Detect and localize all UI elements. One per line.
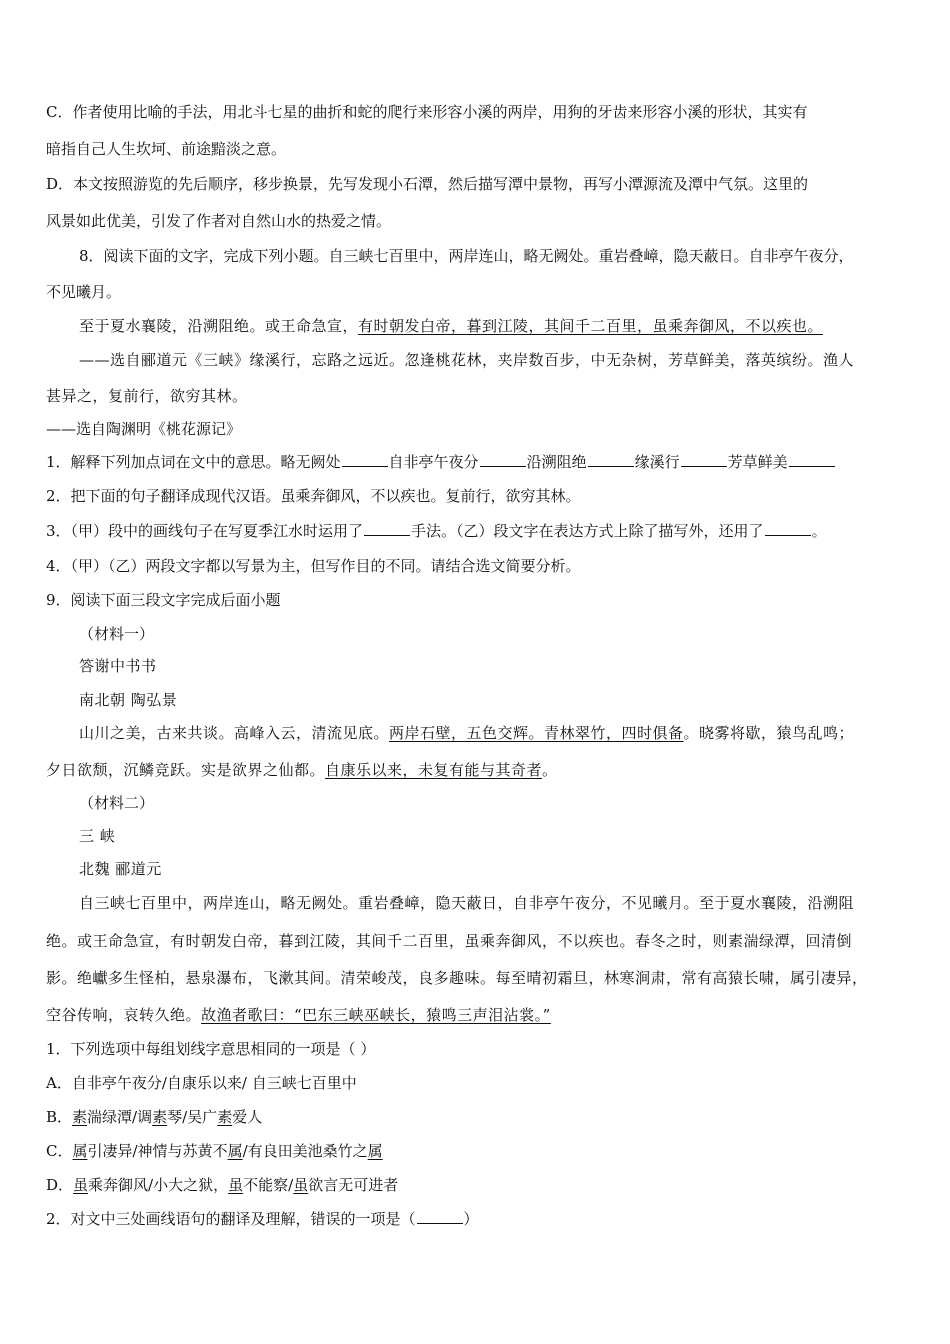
- test-question-2-end: ）: [463, 1210, 479, 1228]
- material-2-text: 空谷传响，哀转久绝。: [46, 1006, 202, 1024]
- material-2-title: 三 峡: [79, 827, 116, 845]
- underlined-char: 属: [72, 1142, 88, 1160]
- material-1-underlined-2: 自康乐以来，未复有能与其奇者: [325, 761, 543, 779]
- option-b-text: 琴/吴广: [167, 1108, 218, 1126]
- answer-blank[interactable]: [417, 1209, 463, 1224]
- test-question-2: [46, 1209, 479, 1229]
- option-d-line-2: 风景如此优美，引发了作者对自然山水的热爱之情。: [46, 212, 392, 230]
- option-d-line-1: D．本文按照游览的先后顺序，移步换景，先写发现小石潭，然后描写潭中景物，再写小潭源流及潭中气氛。这里的: [46, 175, 809, 193]
- answer-blank[interactable]: [364, 521, 410, 536]
- material-2-label: （材料二）: [79, 794, 155, 812]
- answer-blank[interactable]: [588, 452, 634, 467]
- underlined-char: 素: [217, 1108, 233, 1126]
- option-d-label: D．: [46, 1176, 74, 1194]
- option-d-text: 欲言无可进者: [308, 1176, 399, 1194]
- material-2-line-2: 绝。或王命急宣，有时朝发白帝，暮到江陵，其间千二百里，虽乘奔御风，不以疾也。春冬之时，则素湍绿潭，回清倒: [46, 932, 853, 950]
- option-c-label: C．: [46, 1142, 73, 1160]
- option-d-text: 不能察/: [243, 1176, 294, 1194]
- passage-yi-line-2: 甚异之，复前行，欲穷其林。: [46, 387, 248, 405]
- material-1-underlined: 两岸石壁，五色交辉。青林翠竹，四时俱备: [389, 724, 684, 742]
- underlined-char: 属: [367, 1142, 383, 1160]
- question-8-line-2: 不见曦月。: [46, 283, 122, 301]
- sub-question-3-text-b: 手法。（乙）段文字在表达方式上除了描写外，还用了: [411, 522, 764, 540]
- sub-question-3: [46, 521, 827, 541]
- answer-blank[interactable]: [681, 452, 727, 467]
- sub-question-3-text-a: 3．（甲）段中的画线句子在写夏季江水时运用了: [46, 522, 364, 540]
- option-b-text: 爱人: [232, 1108, 263, 1126]
- sub-question-1: [46, 452, 836, 472]
- option-a[interactable]: A．自非亭午夜分/自康乐以来/ 自三峡七百里中: [46, 1074, 357, 1092]
- underlined-char: 虽: [73, 1176, 89, 1194]
- material-1-text-post: 。晓雾将歇，猿鸟乱鸣；: [683, 724, 855, 742]
- material-1-end: 。: [542, 761, 558, 779]
- material-2-underlined: 故渔者歌曰：“巴东三峡巫峡长，猿鸣三声泪沾裳。”: [201, 1006, 551, 1024]
- sub-question-1-text-c: 沿溯阻绝: [526, 453, 587, 471]
- option-b-label: B．: [46, 1108, 73, 1126]
- option-c-text: /有良田美池桑竹之: [242, 1142, 368, 1160]
- sub-question-1-text-b: 自非亭午夜分: [388, 453, 479, 471]
- material-1-author: 南北朝 陶弘景: [79, 691, 178, 709]
- underlined-char: 虽: [228, 1176, 244, 1194]
- answer-blank[interactable]: [765, 521, 811, 536]
- option-c-line-1: C．作者使用比喻的手法，用北斗七星的曲折和蛇的爬行来形容小溪的两岸，用狗的牙齿来形容小溪的形状，其实有: [46, 103, 808, 121]
- sub-question-4: 4．（甲）（乙）两段文字都以写景为主，但写作目的不同。请结合选文简要分析。: [46, 557, 581, 575]
- passage-jia-underlined: 有时朝发白帝，暮到江陵，其间千二百里，虽乘奔御风，不以疾也。: [358, 317, 824, 335]
- option-c[interactable]: [46, 1141, 383, 1161]
- option-d[interactable]: [46, 1175, 398, 1195]
- sub-question-1-text-e: 芳草鲜美: [727, 453, 788, 471]
- underlined-char: 虽: [293, 1176, 309, 1194]
- material-1-label: （材料一）: [79, 625, 155, 643]
- material-2-line-3: 影。绝巘多生怪柏，悬泉瀑布，飞漱其间。清荣峻茂，良多趣味。每至晴初霜旦，林寒涧肃，常有高猿长啸，属引凄异，: [46, 969, 868, 987]
- material-2-author: 北魏 郦道元: [79, 860, 162, 878]
- passage-jia-text: 至于夏水襄陵，沿溯阻绝。或王命急宣，: [79, 317, 359, 335]
- passage-yi-line-1: ——选自郦道元《三峡》缘溪行，忘路之远近。忽逢桃花林，夹岸数百步，中无杂树，芳草鲜美，落英缤纷。渔人: [79, 351, 855, 369]
- test-question-1: 1．下列选项中每组划线字意思相同的一项是（ ）: [46, 1040, 376, 1058]
- sub-question-3-end: 。: [811, 522, 827, 540]
- material-1-line-1: [79, 723, 854, 743]
- material-1-text: 山川之美，古来共谈。高峰入云，清流见底。: [79, 724, 390, 742]
- source-peach-blossom: ——选自陶渊明《桃花源记》: [46, 420, 242, 438]
- option-b-text: 湍绿潭/调: [87, 1108, 153, 1126]
- option-b[interactable]: [46, 1107, 262, 1127]
- question-8-line-1: 8．阅读下面的文字，完成下列小题。自三峡七百里中，两岸连山，略无阙处。重岩叠嶂，隐天蔽日。自非亭午夜分，: [79, 247, 854, 265]
- material-1-line-2: [46, 760, 558, 780]
- option-c-text: 引凄异/神情与苏黄不: [87, 1142, 228, 1160]
- underlined-char: 素: [72, 1108, 88, 1126]
- test-question-2-text: 2．对文中三处画线语句的翻译及理解，错误的一项是（: [46, 1210, 416, 1228]
- question-9-heading: 9．阅读下面三段文字完成后面小题: [46, 591, 281, 609]
- answer-blank[interactable]: [480, 452, 526, 467]
- underlined-char: 属: [227, 1142, 243, 1160]
- option-d-text: 乘奔御风/小大之狱，: [88, 1176, 229, 1194]
- sub-question-2: 2．把下面的句子翻译成现代汉语。虽乘奔御风，不以疾也。复前行，欲穷其林。: [46, 487, 581, 505]
- option-c-line-2: 暗指自己人生坎坷、前途黯淡之意。: [46, 140, 287, 158]
- material-1-text-2: 夕日欲颓，沉鳞竞跃。实是欲界之仙都。: [46, 761, 326, 779]
- sub-question-1-text-a: 1．解释下列加点词在文中的意思。略无阙处: [46, 453, 341, 471]
- answer-blank[interactable]: [342, 452, 388, 467]
- passage-jia-line: [79, 316, 823, 336]
- material-2-line-1: 自三峡七百里中，两岸连山，略无阙处。重岩叠嶂，隐天蔽日，自非亭午夜分，不见曦月。至于夏水襄陵，沿溯阻: [79, 894, 855, 912]
- underlined-char: 素: [152, 1108, 168, 1126]
- material-1-title: 答谢中书书: [79, 657, 157, 675]
- answer-blank[interactable]: [789, 452, 835, 467]
- sub-question-1-text-d: 缘溪行: [634, 453, 680, 471]
- material-2-line-4: [46, 1005, 551, 1025]
